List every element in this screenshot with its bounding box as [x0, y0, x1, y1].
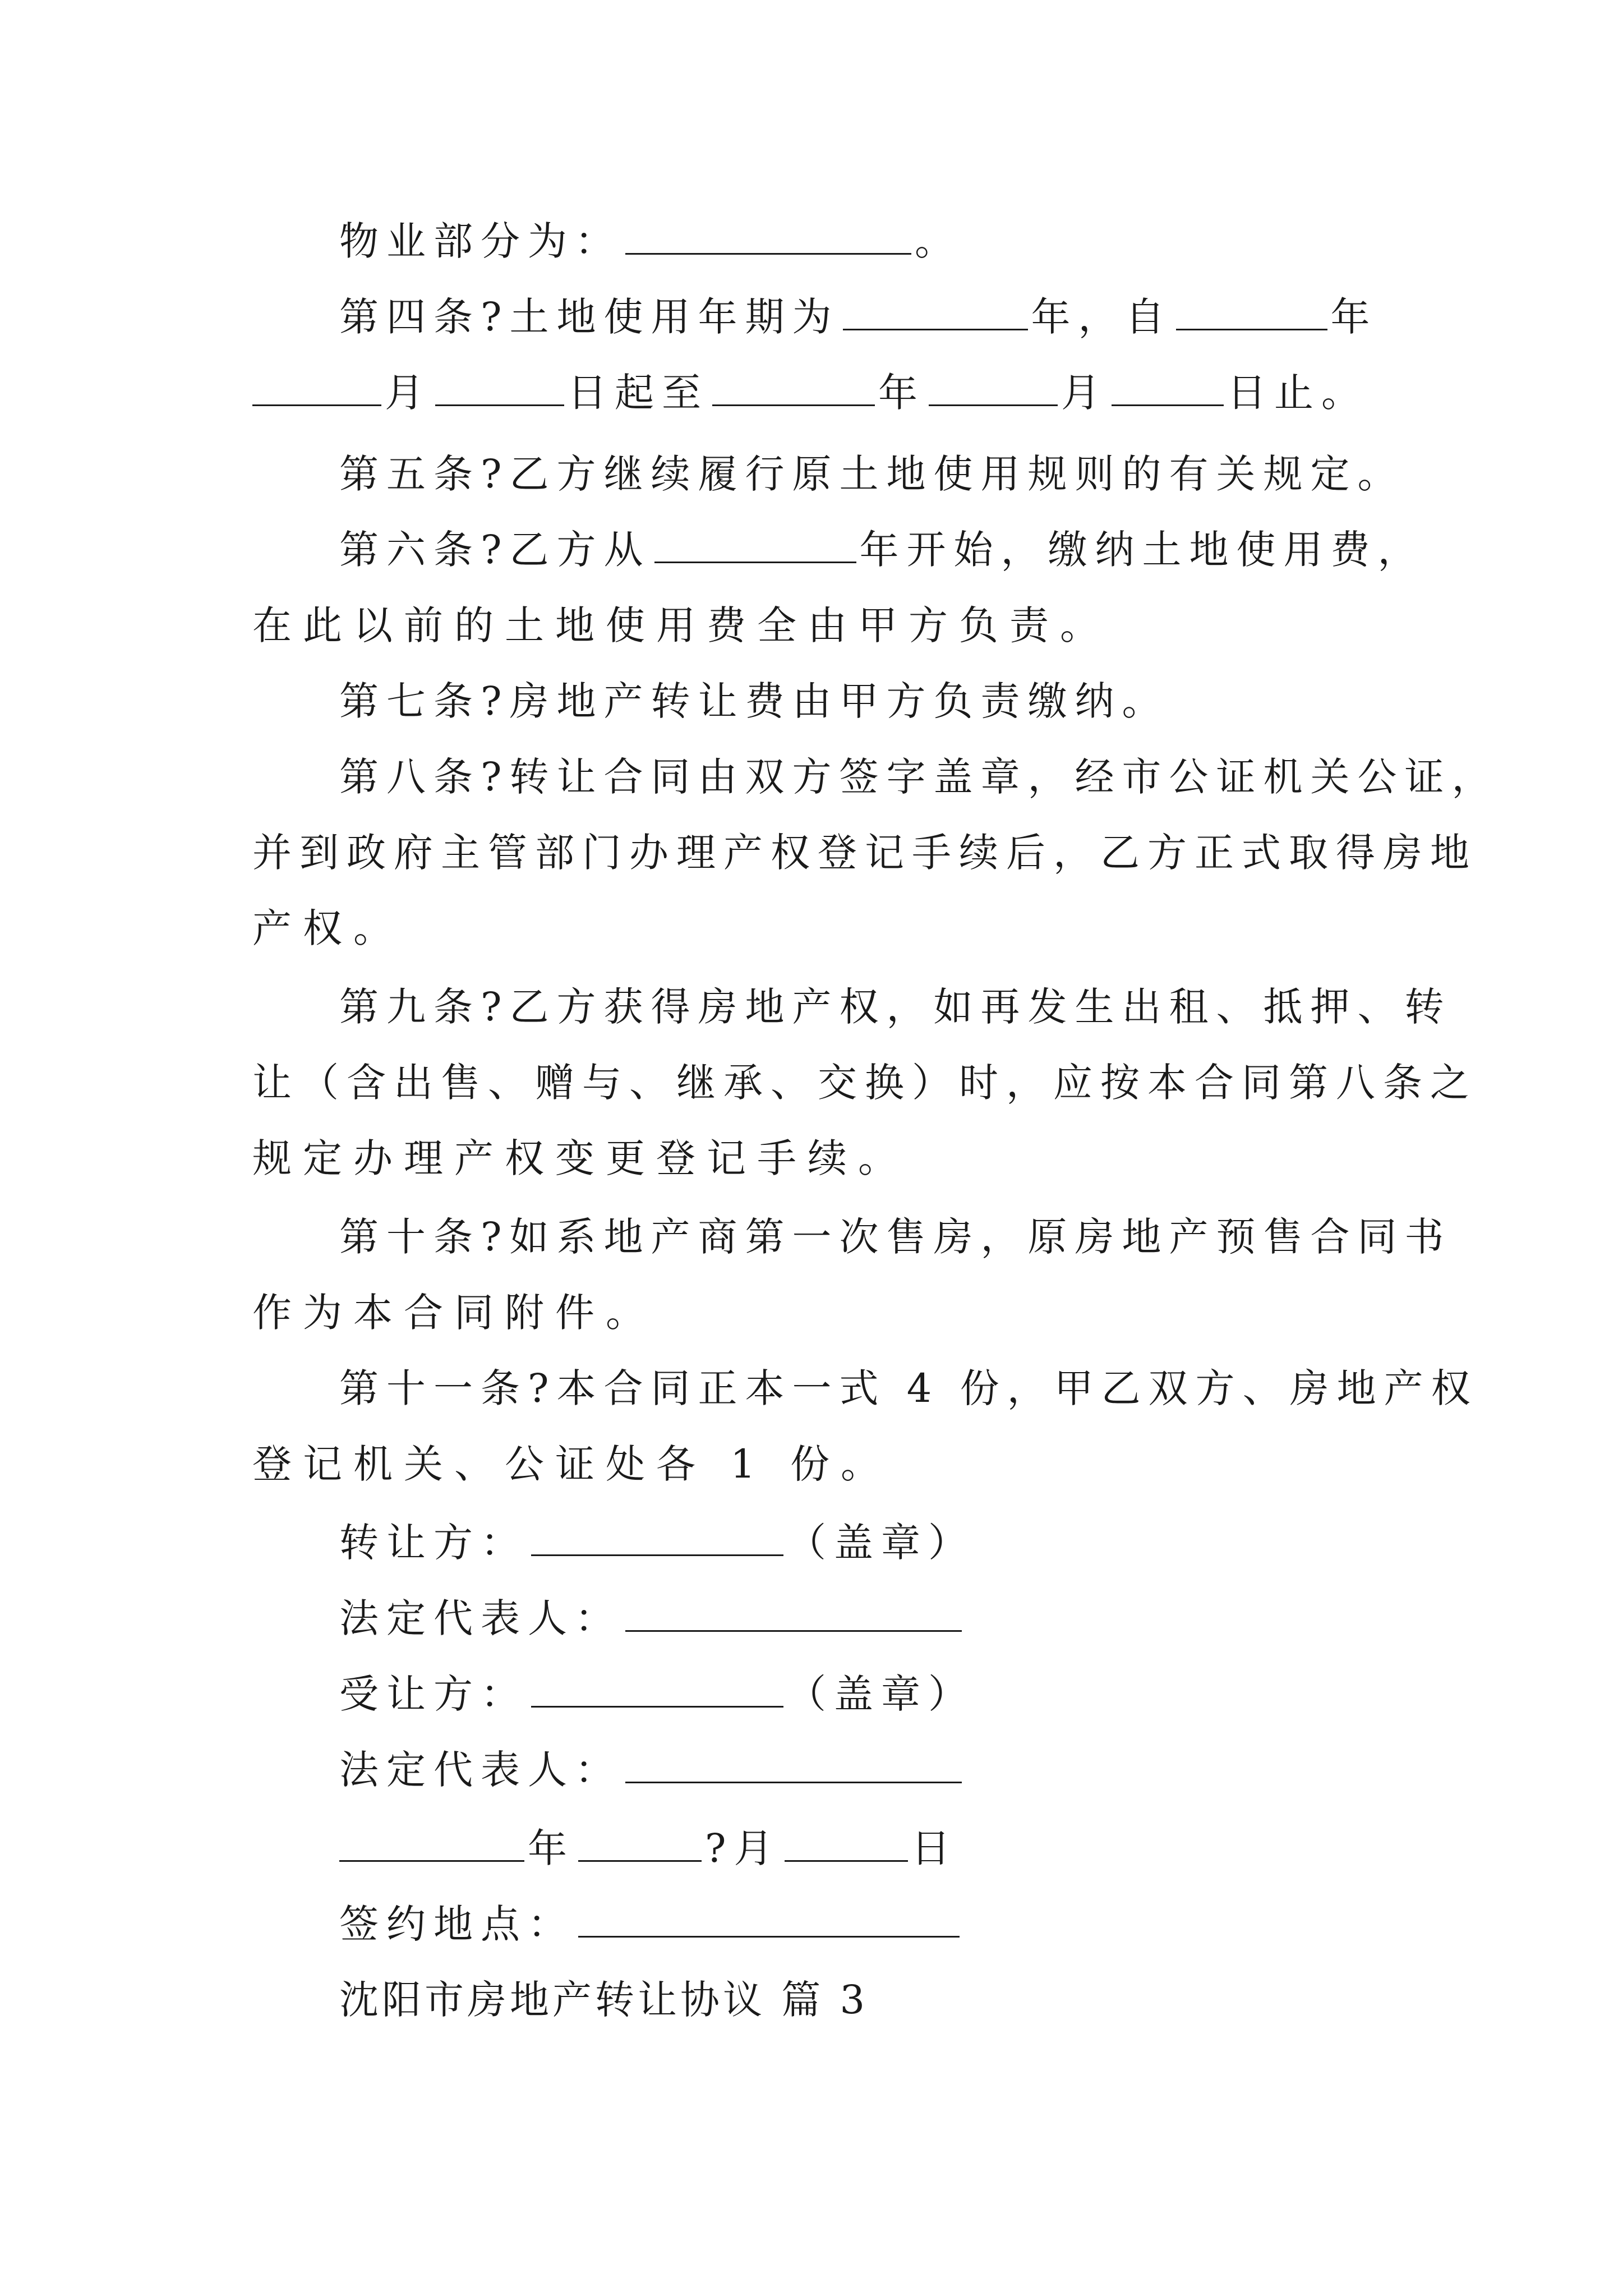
article-4-line-1	[339, 286, 1405, 348]
transferor-blank[interactable]	[531, 1525, 783, 1556]
art4-year-to: 年	[878, 370, 925, 416]
date-month: ?月	[705, 1825, 781, 1871]
art6-label: 第六条?乙方从	[339, 527, 651, 573]
legal-rep-blank-1[interactable]	[625, 1601, 962, 1632]
art6-rest: 年开始，缴纳土地使用费，	[859, 527, 1425, 573]
date-month-blank[interactable]	[578, 1831, 702, 1862]
article-8-line-3: 产权。	[252, 905, 404, 951]
transferee-line	[339, 1663, 1405, 1725]
signing-place-label: 签约地点：	[339, 1901, 575, 1947]
transferee-seal: （盖章）	[787, 1671, 975, 1717]
art4-month: 月	[385, 370, 432, 416]
date-day: 日	[911, 1825, 958, 1871]
transferor-seal: （盖章）	[787, 1520, 975, 1566]
article-8-line-2: 并到政府主管部门办理产权登记手续后，乙方正式取得房地	[252, 830, 1477, 876]
art4-from-month-blank[interactable]	[252, 375, 381, 406]
transferee-label: 受让方：	[339, 1671, 528, 1717]
legal-rep-line-1	[339, 1588, 1405, 1649]
article-10-line-1: 第十条?如系地产商第一次售房，原房地产预售合同书	[339, 1214, 1452, 1260]
art4-year: 年	[1330, 294, 1378, 340]
legal-rep-line-2	[339, 1739, 1405, 1801]
date-day-blank[interactable]	[785, 1831, 908, 1862]
property-part-blank[interactable]	[625, 224, 911, 255]
date-year-blank[interactable]	[339, 1831, 524, 1862]
article-5: 第五条?乙方继续履行原土地使用规则的有关规定。	[339, 451, 1405, 497]
art4-month-to: 月	[1061, 370, 1108, 416]
date-line	[339, 1818, 1405, 1879]
art4-end: 日止。	[1227, 370, 1368, 416]
property-part-label: 物业部分为：	[339, 218, 622, 264]
date-year: 年	[528, 1825, 575, 1871]
transferor-line	[339, 1512, 1405, 1573]
art4-label: 第四条?土地使用年期为	[339, 294, 840, 340]
art4-from-year-blank[interactable]	[1176, 300, 1327, 330]
article-8-line-1: 第八条?转让合同由双方签字盖章，经市公证机关公证，	[339, 754, 1499, 800]
art6-year-blank[interactable]	[654, 532, 856, 563]
art4-to-year-blank[interactable]	[712, 375, 875, 406]
article-4-line-2	[252, 362, 1391, 424]
article-6-line-2: 在此以前的土地使用费全由甲方负责。	[252, 602, 1110, 648]
article-9-line-3: 规定办理产权变更登记手续。	[252, 1135, 909, 1181]
transferor-label: 转让方：	[339, 1520, 528, 1566]
legal-rep-label-1: 法定代表人：	[339, 1595, 622, 1641]
property-part-end: 。	[915, 218, 962, 264]
art4-years-blank[interactable]	[843, 300, 1028, 330]
article-9-line-1: 第九条?乙方获得房地产权，如再发生出租、抵押、转	[339, 984, 1452, 1030]
legal-rep-label-2: 法定代表人：	[339, 1747, 622, 1793]
art4-to-month-blank[interactable]	[929, 375, 1058, 406]
article-9-line-2: 让（含出售、赠与、继承、交换）时，应按本合同第八条之	[252, 1060, 1477, 1106]
art4-year-from: 年，自	[1031, 294, 1173, 340]
article-11-line-1: 第十一条?本合同正本一式 4 份，甲乙双方、房地产权	[339, 1365, 1478, 1411]
legal-rep-blank-2[interactable]	[625, 1752, 962, 1783]
signing-place-blank[interactable]	[578, 1907, 960, 1938]
transferee-blank[interactable]	[531, 1677, 783, 1708]
article-6-line-1	[339, 519, 1425, 581]
art4-day-from: 日起至	[568, 370, 709, 416]
article-7: 第七条?房地产转让费由甲方负责缴纳。	[339, 678, 1169, 724]
article-11-line-2: 登记机关、公证处各 1 份。	[252, 1441, 892, 1487]
signing-place-line	[339, 1893, 1405, 1955]
next-section-title: 沈阳市房地产转让协议 篇 3	[339, 1977, 869, 2023]
art4-from-day-blank[interactable]	[435, 375, 564, 406]
article-10-line-2: 作为本合同附件。	[252, 1290, 656, 1336]
property-part-line	[339, 210, 1405, 272]
art4-to-day-blank[interactable]	[1112, 375, 1224, 406]
